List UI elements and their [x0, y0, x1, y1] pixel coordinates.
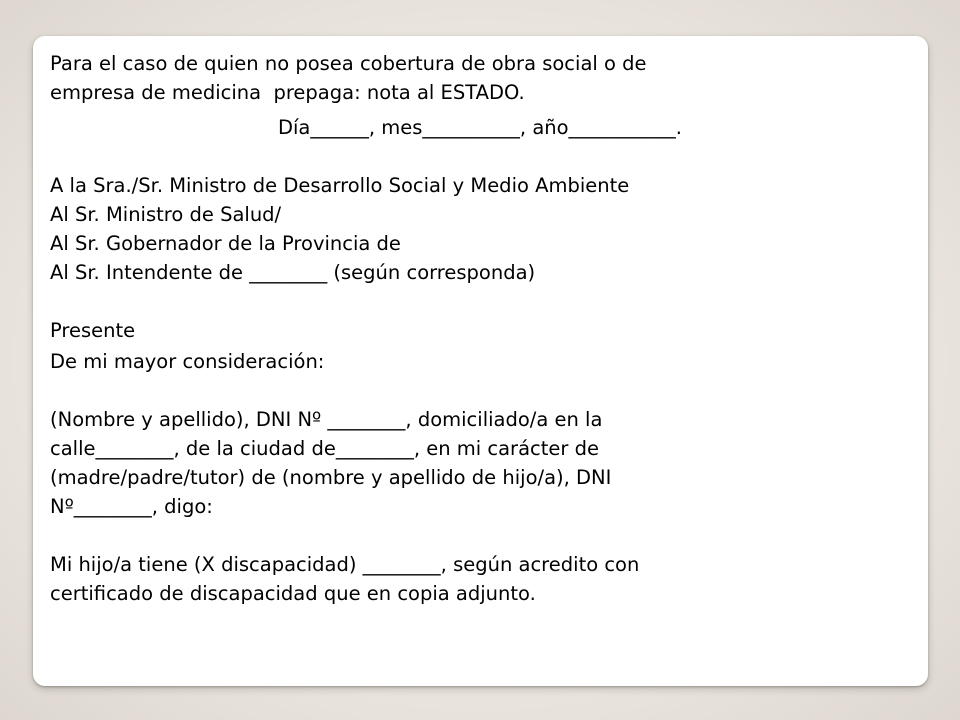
greeting-line: De mi mayor consideración: — [50, 350, 325, 373]
intro-line-1: Para el caso de quien no posea cobertura de obra social o de — [50, 52, 647, 75]
addressee-3: Al Sr. Gobernador de la Provincia de — [50, 232, 401, 255]
body-line-1: (Nombre y apellido), DNI Nº ________, domiciliado/a en la — [50, 408, 603, 431]
letter-body — [50, 49, 910, 608]
disability-line-1: Mi hijo/a tiene (X discapacidad) ________, según acredito con — [50, 553, 640, 576]
presente-line: Presente — [50, 319, 136, 342]
body-line-3: (madre/padre/tutor) de (nombre y apellido de hijo/a), DNI — [50, 466, 612, 489]
spacer — [50, 287, 910, 316]
body-line-4: Nº________, digo: — [50, 495, 213, 518]
disability-line-2: certificado de discapacidad que en copia adjunto. — [50, 582, 536, 605]
spacer — [50, 142, 910, 171]
document-card — [33, 36, 928, 686]
addressee-2: Al Sr. Ministro de Salud/ — [50, 203, 282, 226]
spacer — [50, 376, 910, 405]
intro-line-2: empresa de medicina prepaga: nota al ESTADO. — [50, 81, 525, 104]
body-line-2: calle________, de la ciudad de________, en mi carácter de — [50, 437, 599, 460]
addressee-1: A la Sra./Sr. Ministro de Desarrollo Social y Medio Ambiente — [50, 174, 630, 197]
date-line: Día______, mes__________, año___________. — [277, 116, 682, 139]
spacer — [50, 521, 910, 550]
addressee-4: Al Sr. Intendente de ________ (según corresponda) — [50, 261, 536, 284]
